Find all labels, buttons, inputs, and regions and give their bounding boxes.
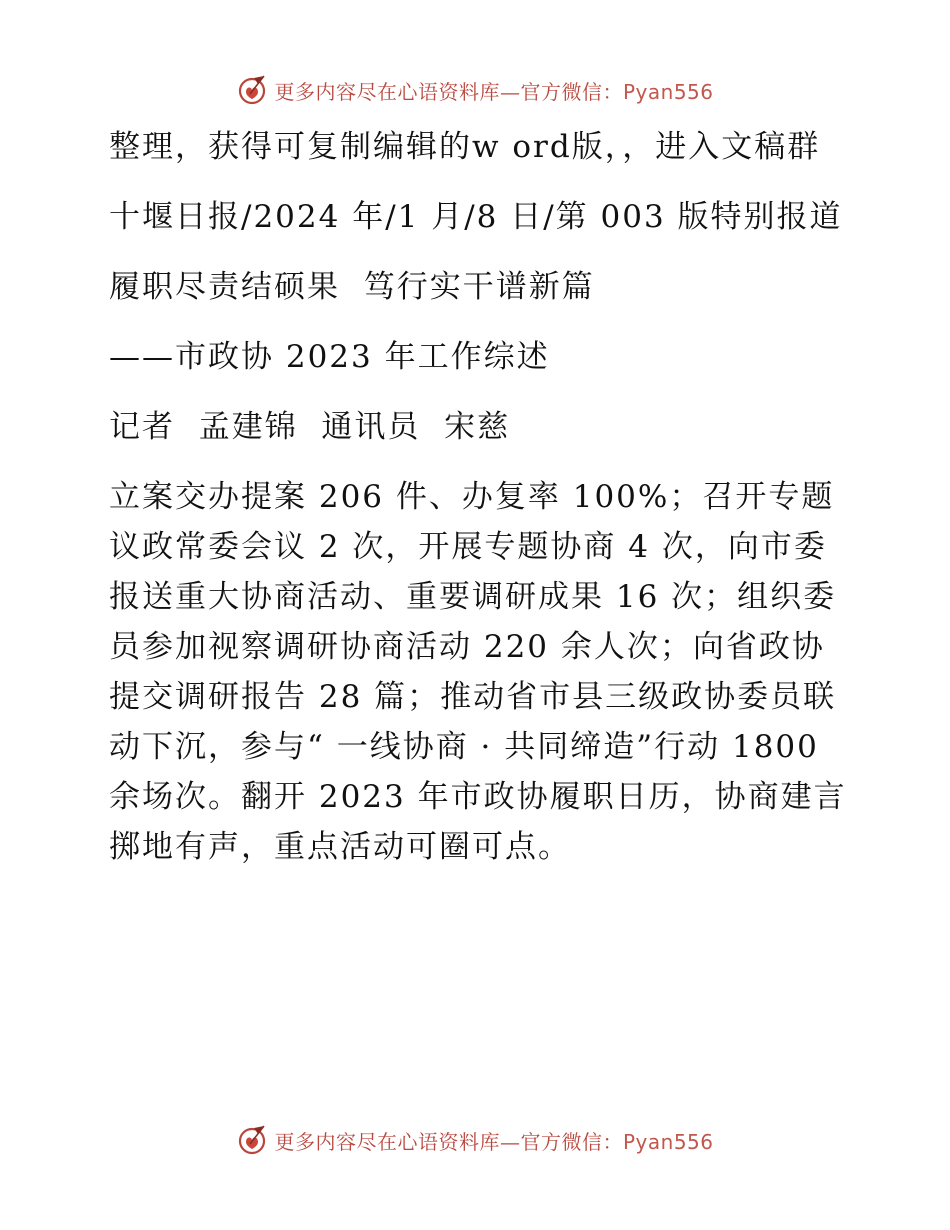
article-paragraph: 立案交办提案 206 件、办复率 100%；召开专题议政常委会议 2 次，开展专题协商 4 次，向市委报送重大协商活动、重要调研成果 16 次；组织委员参加视察调研协商活动 220 余人次；向省政协提交调研报告 28 篇；推动省市县三级政协委员联动下沉，参与“ 一线协商 · 共同缔造”行动 1800 余场次。翻开 2023 年市政协履职日历，协商建言掷地有声，重点活动可圈可点。 — [109, 479, 847, 865]
banner-account: Pyan556 — [622, 1129, 714, 1154]
heart-feather-logo-icon — [236, 74, 268, 106]
banner-label: 更多内容尽在心语资料库—官方微信： — [274, 79, 623, 104]
banner-label: 更多内容尽在心语资料库—官方微信： — [274, 1129, 623, 1154]
banner-text — [274, 1126, 713, 1155]
source-line: 十堰日报/2024 年/1 月/8 日/第 003 版特别报道 — [109, 199, 843, 235]
banner-account: Pyan556 — [622, 79, 714, 104]
article-title: 履职尽责结硕果 笃行实干谱新篇 — [109, 269, 595, 305]
header-banner — [0, 70, 950, 110]
document-body — [97, 122, 857, 872]
heart-feather-logo-icon — [236, 1124, 268, 1156]
footer-banner — [0, 1120, 950, 1160]
note-line: 整理，获得可复制编辑的w ord版，，进入文稿群 — [109, 129, 821, 165]
banner-text — [274, 76, 713, 105]
byline: 记者 孟建锦 通讯员 宋慈 — [109, 409, 511, 445]
article-subtitle: ——市政协 2023 年工作综述 — [109, 339, 550, 375]
